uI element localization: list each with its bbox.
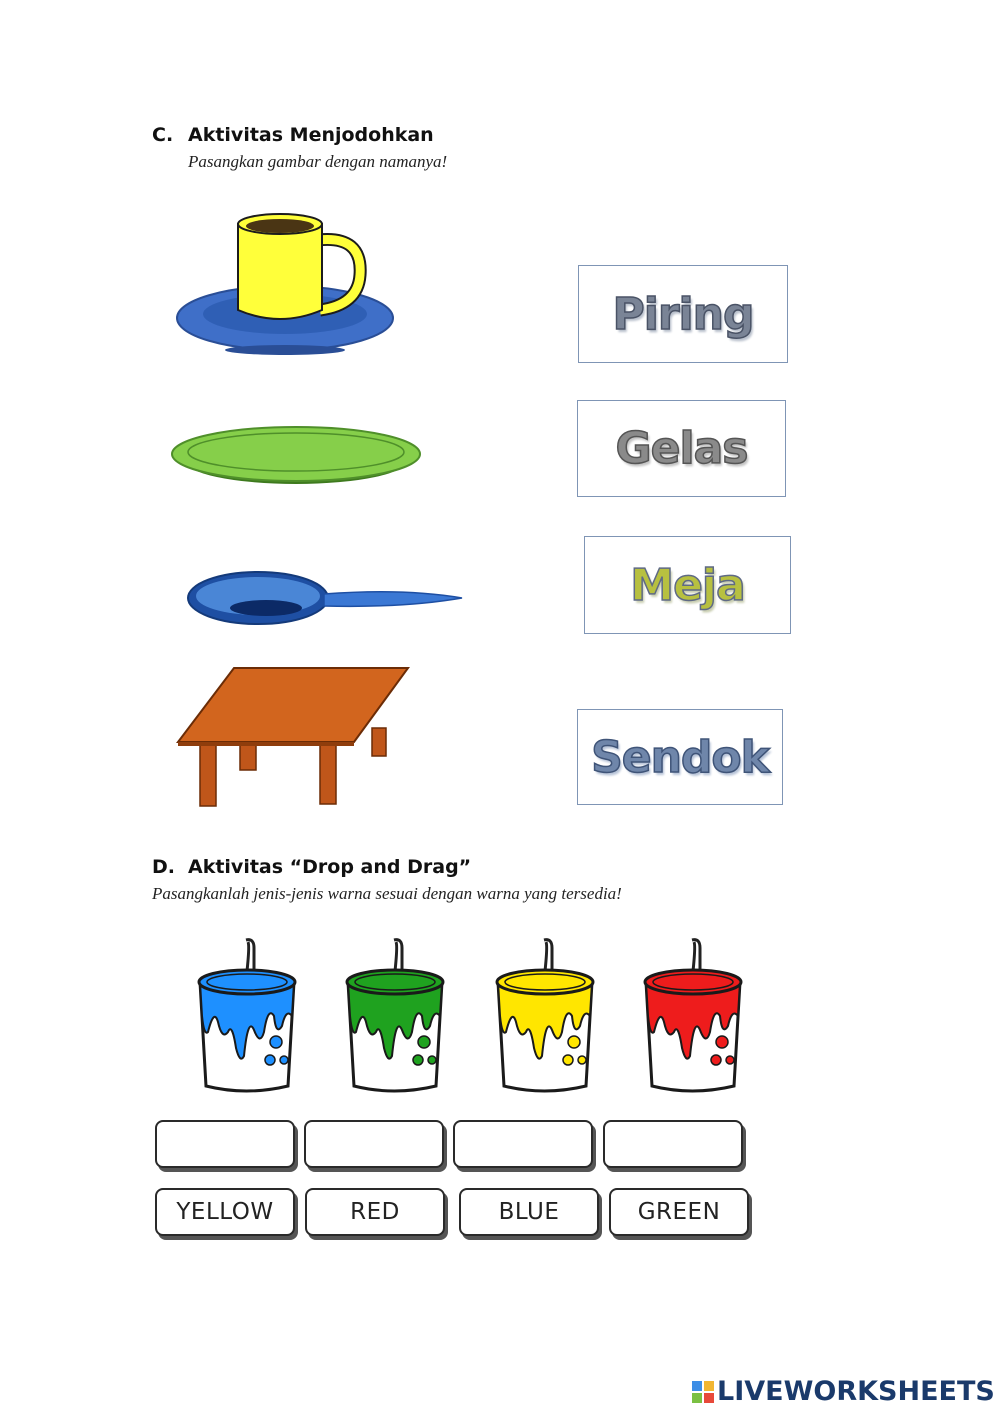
word-card-gelas[interactable]: Gelas: [577, 400, 786, 497]
paint-bucket-icon[interactable]: [188, 936, 304, 1094]
drop-target-1[interactable]: [155, 1120, 295, 1168]
color-label-blue[interactable]: BLUE: [459, 1188, 599, 1236]
color-label-yellow[interactable]: YELLOW: [155, 1188, 295, 1236]
mug-on-saucer-icon[interactable]: [170, 210, 400, 360]
spoon-icon[interactable]: [184, 568, 468, 628]
paint-bucket-icon[interactable]: [336, 936, 452, 1094]
color-label-green[interactable]: GREEN: [609, 1188, 749, 1236]
drop-target-3[interactable]: [453, 1120, 593, 1168]
table-icon[interactable]: [176, 666, 412, 810]
drop-target-2[interactable]: [304, 1120, 444, 1168]
section-d-title: D. Aktivitas “Drop and Drag”: [152, 856, 472, 878]
section-c-instruction: Pasangkan gambar dengan namanya!: [188, 152, 448, 171]
word-card-sendok[interactable]: Sendok: [577, 709, 783, 805]
section-d-instruction: Pasangkanlah jenis-jenis warna sesuai dengan warna yang tersedia!: [152, 884, 622, 903]
liveworksheets-logo-icon: [692, 1381, 714, 1403]
plate-icon[interactable]: [168, 418, 424, 490]
paint-bucket-icon[interactable]: [486, 936, 602, 1094]
liveworksheets-logo: LIVEWORKSHEETS: [692, 1376, 995, 1407]
paint-bucket-icon[interactable]: [634, 936, 750, 1094]
drop-target-4[interactable]: [603, 1120, 743, 1168]
word-card-meja[interactable]: Meja: [584, 536, 791, 634]
word-card-piring[interactable]: Piring: [578, 265, 788, 363]
section-c-title: C. Aktivitas Menjodohkan: [152, 124, 434, 146]
color-label-red[interactable]: RED: [305, 1188, 445, 1236]
